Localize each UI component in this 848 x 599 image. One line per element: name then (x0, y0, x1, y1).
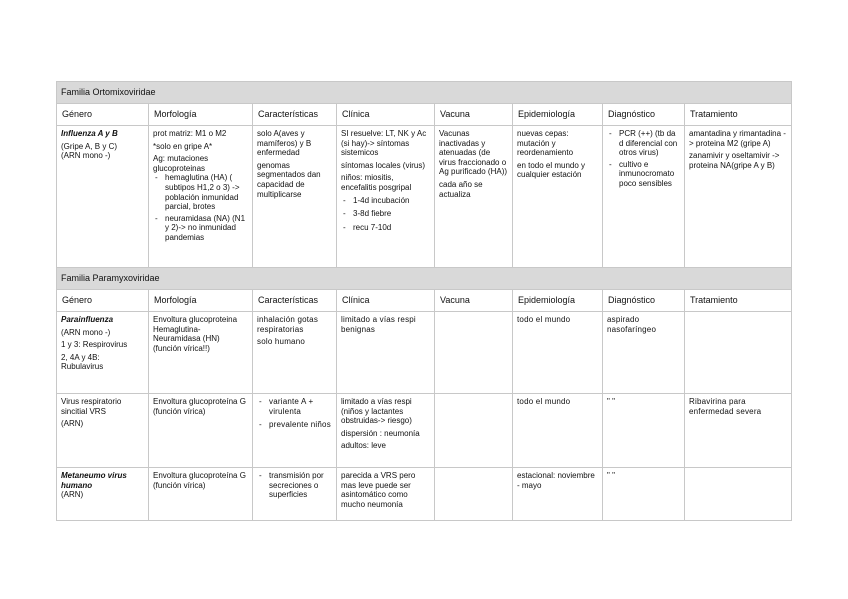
genus-line: 2, 4A y 4B: Rubulavirus (61, 352, 104, 372)
text-line: limitado a vías respi benignas (341, 315, 416, 334)
list-item: - 1-4d incubación (341, 196, 430, 206)
cell-diagnostico (603, 126, 685, 268)
row-metaneumovirus (57, 468, 792, 521)
text-line: genomas segmentados dan capacidad de multiplicarse (257, 160, 321, 199)
cell-morfologia (149, 468, 253, 521)
genus-line: (ARN) (61, 490, 84, 500)
list-item: - prevalente niños (257, 420, 332, 430)
genus-line: (ARN) (61, 419, 84, 429)
list-item: - hemaglutina (HA) ( subtipos H1,2 o 3) -> población inmunidad parcial, brotes (153, 173, 248, 211)
header-genero: Género (57, 104, 149, 126)
cell-morfologia (149, 394, 253, 468)
cell-genero (57, 126, 149, 268)
row-influenza (57, 126, 792, 268)
list-item: - neuramidasa (NA) (N1 y 2)-> no inmunidad pandemias (153, 214, 248, 243)
header-diagnostico: Diagnóstico (603, 290, 685, 312)
header-morfologia: Morfología (149, 290, 253, 312)
header-genero: Género (57, 290, 149, 312)
cell-epidemiologia (513, 468, 603, 521)
genus-line: (Gripe A, B y C) (61, 141, 118, 151)
header-row-1 (57, 104, 792, 126)
bullet-list (257, 397, 332, 430)
text-line: zanamivir y oseltamivir -> proteina NA(gripe A y B) (689, 151, 780, 170)
list-item: - 3-8d fiebre (341, 209, 430, 219)
text-line: solo A(aves y mamíferos) y B enfermedad (257, 129, 312, 158)
cell-tratamiento (685, 312, 792, 394)
virus-table (56, 81, 792, 521)
text-line: Ribavirina para enfermedad severa (689, 397, 762, 416)
cell-vacuna (435, 126, 513, 268)
header-morfologia: Morfología (149, 104, 253, 126)
ditto-mark: " " (607, 471, 615, 480)
text-line: todo el mundo (517, 397, 571, 406)
family-title-ortomixoviridae: Familia Ortomixoviridae (57, 82, 792, 104)
text-line: niños: miositis, encefalitis posgripal (341, 173, 412, 192)
text-line: solo humano (257, 337, 306, 347)
text-line: en todo el mundo y cualquier estación (517, 160, 586, 180)
text-line: cada año se actualiza (439, 179, 483, 199)
cell-tratamiento (685, 126, 792, 268)
header-vacuna: Vacuna (435, 104, 513, 126)
text-line: Ag: mutaciones glucoproteinas (153, 154, 209, 173)
header-diagnostico: Diagnóstico (603, 104, 685, 126)
text-line: limitado a vías respi (niños y lactantes obstruidas-> riesgo) (341, 397, 412, 426)
list-item: - recu 7-10d (341, 223, 430, 233)
text-line: *solo en gripe A* (153, 141, 213, 151)
list-item: - transmisión por secreciones o superficies (257, 471, 332, 500)
header-epidemiologia: Epidemiología (513, 104, 603, 126)
list-item: - variante A + virulenta (257, 397, 332, 416)
bullet-list (607, 129, 680, 189)
text-line: Vacunas inactivadas y atenuadas (de virus fraccionado o Ag purificado (HA)) (439, 129, 508, 177)
bullet-list (341, 196, 430, 233)
cell-diagnostico (603, 312, 685, 394)
cell-morfologia (149, 126, 253, 268)
header-clinica: Clínica (337, 290, 435, 312)
header-caracteristicas: Características (253, 104, 337, 126)
cell-genero (57, 468, 149, 521)
row-vrs (57, 394, 792, 468)
cell-caracteristicas (253, 312, 337, 394)
genus-name: Influenza A y B (61, 129, 118, 138)
family-title-paramyxoviridae: Familia Paramyxoviridae (57, 268, 792, 290)
cell-vacuna (435, 312, 513, 394)
header-tratamiento: Tratamiento (685, 290, 792, 312)
text-line: prot matriz: M1 o M2 (153, 129, 227, 138)
text-line: parecida a VRS pero mas leve puede ser asintomático como mucho neumonía (341, 471, 416, 509)
cell-epidemiologia (513, 126, 603, 268)
genus-line: (ARN mono -) (61, 151, 111, 161)
cell-caracteristicas (253, 468, 337, 521)
list-item: - cultivo e inmunocromato poco sensibles (607, 160, 680, 189)
cell-epidemiologia (513, 312, 603, 394)
cell-caracteristicas (253, 126, 337, 268)
cell-tratamiento (685, 394, 792, 468)
cell-morfologia (149, 312, 253, 394)
header-caracteristicas: Características (253, 290, 337, 312)
cell-genero (57, 394, 149, 468)
cell-clinica (337, 126, 435, 268)
text-line: estacional: noviembre - mayo (517, 471, 595, 490)
text-line: dispersión : neumonía (341, 428, 420, 438)
cell-epidemiologia (513, 394, 603, 468)
text-line: aspirado nasofaríngeo (607, 315, 657, 334)
bullet-list (257, 471, 332, 500)
cell-diagnostico (603, 468, 685, 521)
text-line: Envoltura glucoproteína G (función vírica) (153, 471, 246, 490)
row-parainfluenza (57, 312, 792, 394)
header-clinica: Clínica (337, 104, 435, 126)
cell-diagnostico (603, 394, 685, 468)
cell-caracteristicas (253, 394, 337, 468)
bullet-list (153, 173, 248, 242)
text-line: adultos: leve (341, 441, 386, 451)
cell-vacuna (435, 394, 513, 468)
cell-tratamiento (685, 468, 792, 521)
text-line: nuevas cepas: mutación y reordenamiento (517, 129, 574, 158)
cell-clinica (337, 312, 435, 394)
cell-vacuna (435, 468, 513, 521)
header-epidemiologia: Epidemiología (513, 290, 603, 312)
header-vacuna: Vacuna (435, 290, 513, 312)
cell-clinica (337, 394, 435, 468)
text-line: todo el mundo (517, 315, 571, 324)
genus-line: 1 y 3: Respirovirus (61, 340, 128, 350)
genus-name: Parainfluenza (61, 315, 114, 324)
text-line: inhalación gotas respiratorias (257, 315, 319, 334)
text-line: amantadina y rimantadina -> proteina M2 (gripe A) (689, 129, 786, 148)
list-item: - PCR (++) (tb da d diferencial con otros virus) (607, 129, 680, 158)
genus-name: Metaneumo virus humano (61, 471, 127, 490)
text-line: SI resuelve: LT, NK y Ac (si hay)-> síntomas sistemicos (341, 129, 427, 158)
header-row-2 (57, 290, 792, 312)
genus-line: (ARN mono -) (61, 327, 111, 337)
cell-genero (57, 312, 149, 394)
text-line: Envoltura glucoproteína G (función vírica) (153, 397, 246, 416)
text-line: síntomas locales (virus) (341, 160, 426, 170)
ditto-mark: " " (607, 397, 615, 406)
header-tratamiento: Tratamiento (685, 104, 792, 126)
genus-line: Virus respiratorio sincitial VRS (61, 397, 122, 416)
cell-clinica (337, 468, 435, 521)
text-line: Envoltura glucoproteina Hemaglutina-Neuramidasa (HN) (función vírica!!) (153, 315, 238, 353)
